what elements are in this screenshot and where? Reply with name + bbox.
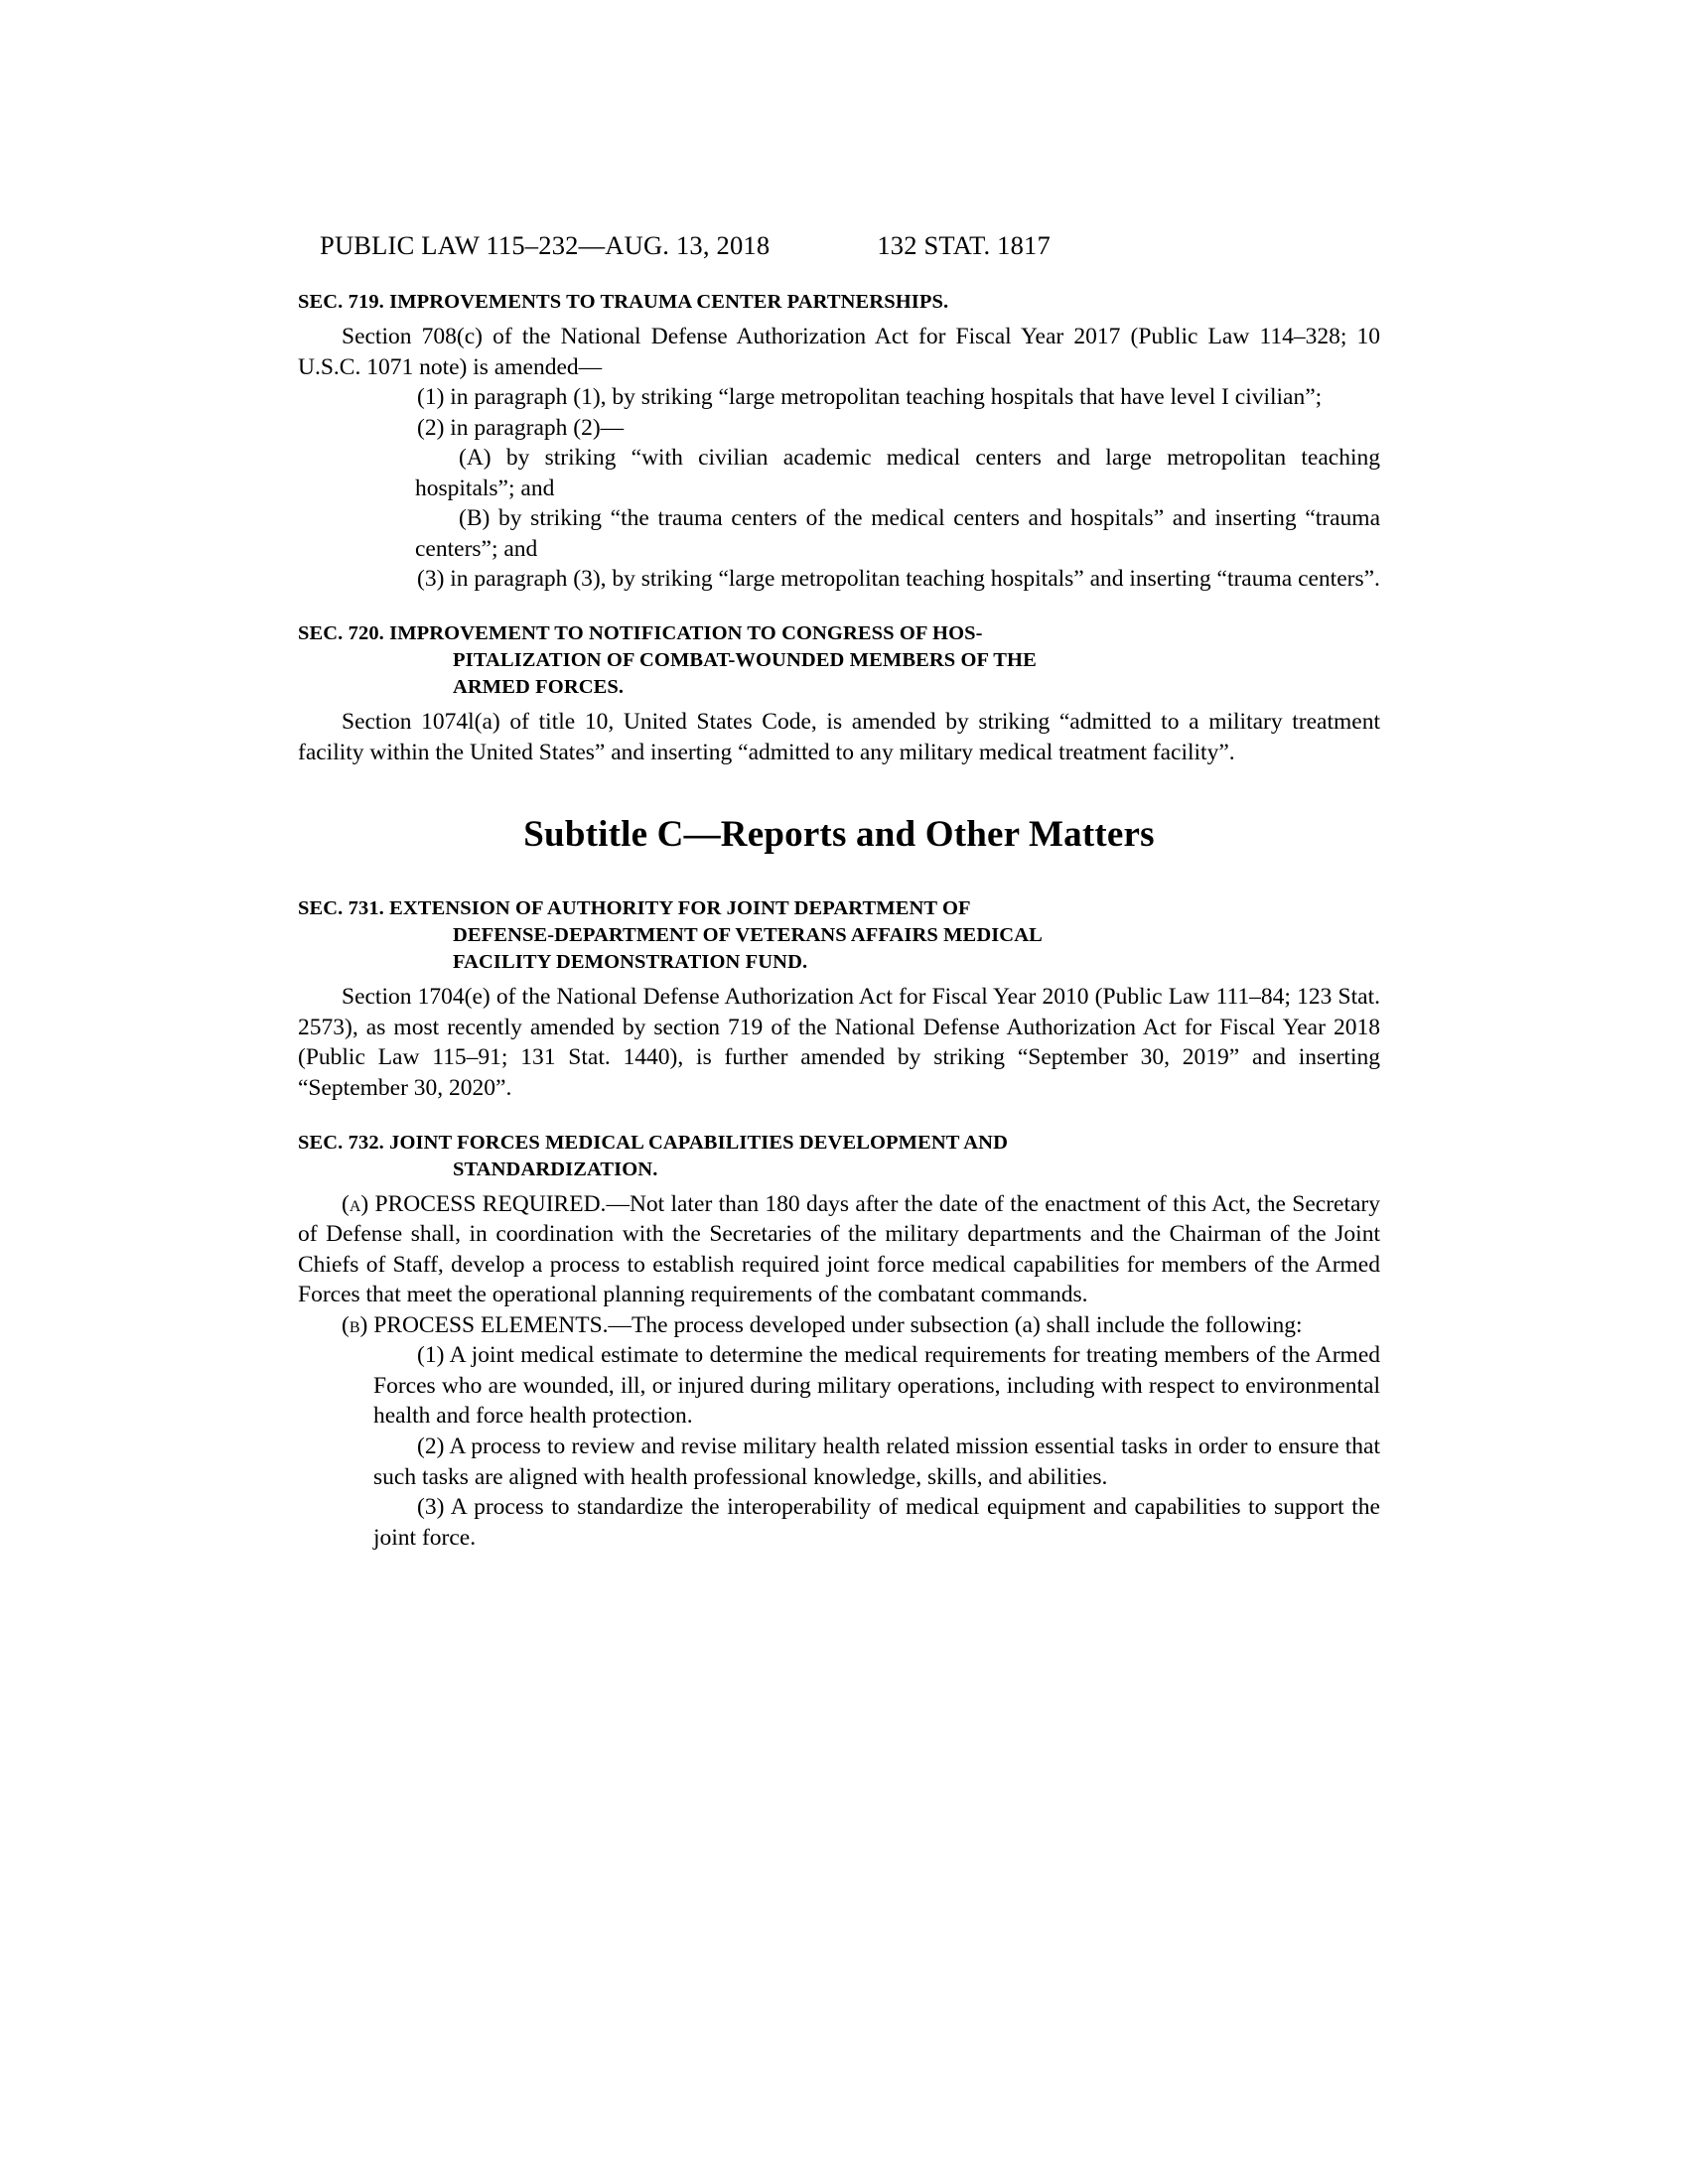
sec732-item-3: (3) A process to standardize the interoperability of medical equipment and capabilities to support the joint force. <box>373 1494 1380 1551</box>
section-heading-731-line1: SEC. 731. EXTENSION OF AUTHORITY FOR JOINT DEPARTMENT OF <box>298 897 971 920</box>
sec732-item-1: (1) A joint medical estimate to determine the medical requirements for treating members of the Armed Forces who are wounded, ill, or injured during military operations, including with respect to environmental health and force health protection. <box>373 1342 1380 1430</box>
running-head-stat: 132 STAT. 1817 <box>877 230 1051 260</box>
sec731-paragraph-1: Section 1704(e) of the National Defense Authorization Act for Fiscal Year 2010 (Public Law 111–84; 123 Stat. 2573), as most recently amended by section 719 of the National Defense Authorization Act for Fiscal Year 2018 (Public Law 115–91; 131 Stat. 1440), is further amended by striking “September 30, 2019” and inserting “September 30, 2020”. <box>298 984 1380 1101</box>
section-heading-720-line2: PITALIZATION OF COMBAT-WOUNDED MEMBERS OF THE <box>453 649 1037 672</box>
section-heading-732-line1: SEC. 732. JOINT FORCES MEDICAL CAPABILITIES DEVELOPMENT AND <box>298 1131 1008 1154</box>
sec732-subsection-b <box>298 1310 1380 1341</box>
section-heading-731 <box>298 895 1380 976</box>
running-head-law: PUBLIC LAW 115–232—AUG. 13, 2018 <box>320 230 771 260</box>
sec732-subsection-b-text: —The process developed under subsection (a) shall include the following: <box>608 1311 1303 1338</box>
subtitle-c-heading: Subtitle C—Reports and Other Matters <box>523 814 1155 856</box>
page-content <box>298 230 1380 1553</box>
sec719-item-2: (2) in paragraph (2)— <box>417 414 625 441</box>
sec732-subsection-a-label: (a) PROCESS REQUIRED. <box>342 1190 607 1217</box>
sec719-item-1: (1) in paragraph (1), by striking “large metropolitan teaching hospitals that have level I civilian”; <box>417 384 1323 411</box>
section-heading-732 <box>298 1130 1380 1183</box>
section-heading-720-line3: ARMED FORCES. <box>453 676 625 699</box>
sec732-subsection-a-text: —Not later than 180 days after the date of the enactment of this Act, the Secretary of Defense shall, in coordination with the Secretaries of the military departments and the Chairman of the Joint Chiefs of Staff, develop a process to establish required joint force medical capabilities for members of the Armed Forces that meet the operational planning requirements of the combatant commands. <box>298 1190 1380 1308</box>
section-heading-731-line2: DEFENSE-DEPARTMENT OF VETERANS AFFAIRS MEDICAL <box>453 924 1043 947</box>
section-heading-732-line2: STANDARDIZATION. <box>453 1158 658 1180</box>
sec732-subsection-b-label: (b) PROCESS ELEMENTS. <box>342 1311 609 1338</box>
section-heading-731-line3: FACILITY DEMONSTRATION FUND. <box>453 951 808 974</box>
sec719-paragraph-1: Section 708(c) of the National Defense Authorization Act for Fiscal Year 2017 (Public Law 114–328; 10 U.S.C. 1071 note) is amended— <box>298 324 1380 380</box>
section-heading-719: SEC. 719. IMPROVEMENTS TO TRAUMA CENTER PARTNERSHIPS. <box>298 291 949 313</box>
sec719-item-2a: (A) by striking “with civilian academic medical centers and large metropolitan teaching hospitals”; and <box>415 445 1380 501</box>
sec732-subsection-a <box>298 1189 1380 1310</box>
sec719-item-2b: (B) by striking “the trauma centers of the medical centers and hospitals” and inserting “trauma centers”; and <box>415 505 1380 562</box>
running-head <box>298 230 1380 261</box>
sec719-item-3: (3) in paragraph (3), by striking “large metropolitan teaching hospitals” and inserting “trauma centers”. <box>417 566 1380 593</box>
sec732-item-2: (2) A process to review and revise military health related mission essential tasks in order to ensure that such tasks are aligned with health professional knowledge, skills, and abilities. <box>373 1433 1380 1490</box>
section-heading-720 <box>298 620 1380 701</box>
section-heading-720-line1: SEC. 720. IMPROVEMENT TO NOTIFICATION TO CONGRESS OF HOS- <box>298 621 983 644</box>
sec720-paragraph-1: Section 1074l(a) of title 10, United States Code, is amended by striking “admitted to a military treatment facility within the United States” and inserting “admitted to any military medical treatment facility”. <box>298 709 1380 765</box>
